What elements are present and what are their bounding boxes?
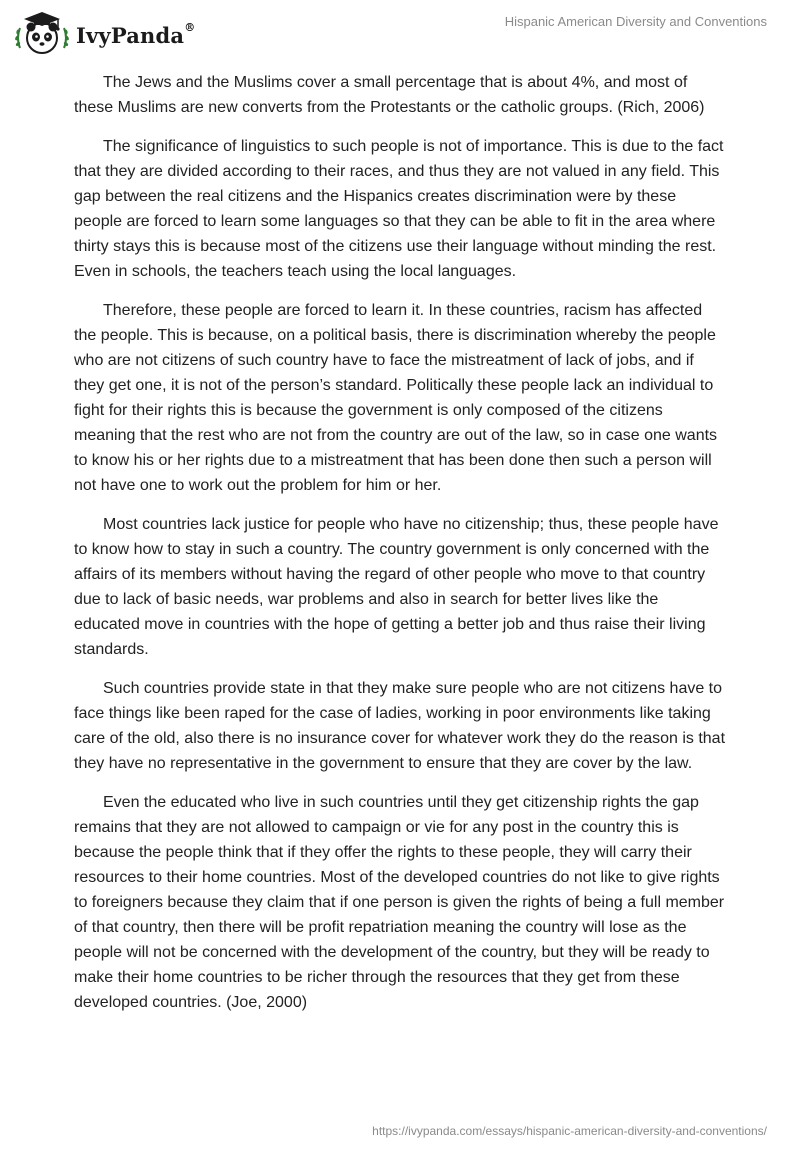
paragraph-3: Therefore, these people are forced to learn it. In these countries, racism has affected the people. This is because, on a political basis, there is discrimination whereby the people who are not citizens of such country have to face the mistreatment of lack of jobs, and if they get one, it is not of the person’s standard. Politically these people lack an individual to fight for their rights this is because the government is only composed of the citizens meaning that the rest who are not from the country are out of the law, so in case one wants to know his or her rights due to a mistreatment that has been done then such a person will not have one to work out the problem for him or her. — [74, 302, 718, 494]
registered-mark: ® — [184, 20, 196, 34]
logo-wordmark — [76, 20, 196, 48]
essay-body — [74, 70, 726, 1029]
paragraph-6: Even the educated who live in such countries until they get citizenship rights the gap remains that they are not allowed to campaign or vie for any post in the country this is because the people think that if they offer the rights to these people, they will carry their resources to their home countries. Most of the developed countries do not like to give rights to foreigners because they claim that if one person is given the rights of being a full member of that country, then there will be profit repatriation meaning the country will lose as the people will not be concerned with the development of the country, but they will be ready to make their home countries to be richer through the resources that they get from these developed countries. (Joe, 2000) — [74, 794, 725, 1011]
paragraph-5: Such countries provide state in that they make sure people who are not citizens have to face things like been raped for the case of ladies, working in poor environments like taking care of the old, also there is no insurance cover for whatever work they do the reason is that they have no representative in the government to ensure that they are cover by the law. — [74, 680, 726, 772]
source-url[interactable]: https://ivypanda.com/essays/hispanic-american-diversity-and-conventions/ — [372, 1124, 767, 1138]
paragraph-1: The Jews and the Muslims cover a small percentage that is about 4%, and most of these Muslims are new converts from the Protestants or the catholic groups. (Rich, 2006) — [74, 74, 705, 116]
panda-graduate-icon — [14, 8, 70, 56]
ivypanda-logo[interactable] — [14, 8, 195, 56]
document-title: Hispanic American Diversity and Conventions — [504, 14, 767, 29]
page-header — [0, 0, 800, 64]
paragraph-2: The significance of linguistics to such people is not of importance. This is due to the fact that they are divided according to their races, and thus they are not valued in any field. This gap between the real citizens and the Hispanics creates discrimination were by these people are forced to learn some languages so that they can be able to fit in the area where thirty stays this is because most of the citizens use their language without minding the rest. Even in schools, the teachers teach using the local languages. — [74, 138, 724, 280]
logo-text: IvyPanda — [76, 22, 185, 48]
paragraph-4: Most countries lack justice for people who have no citizenship; thus, these people have to know how to stay in such a country. The country government is only concerned with the affairs of its members without having the regard of other people who move to that country due to lack of basic needs, war problems and also in search for better lives like the educated move in countries with the hope of getting a better job and thus raise their living standards. — [74, 516, 719, 658]
